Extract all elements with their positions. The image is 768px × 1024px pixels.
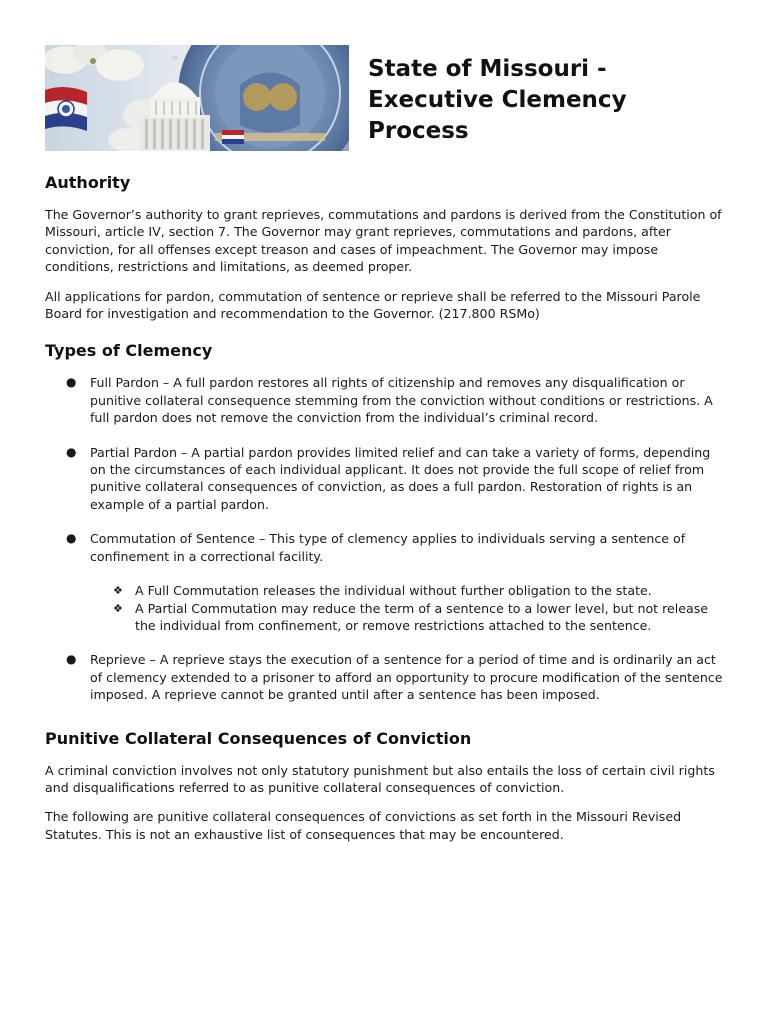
consequences-paragraph-2: The following are punitive collateral consequences of convictions as set forth in the Missouri Revised Statutes. This is not an exhaustive list of consequences that may be encountered.: [45, 809, 682, 842]
bullet-icon: ●: [66, 375, 77, 390]
consequences-paragraph-1: A criminal conviction involves not only statutory punishment but also entails the loss of certain civil rights and disqualifications referred to as punitive collateral consequences of conviction.: [45, 762, 715, 795]
list-item-text: Full Pardon – A full pardon restores all rights of citizenship and removes any disqualification or punitive collateral consequence stemming from the conviction without conditions or restrictions. A full pardon does not remove the conviction from the individual’s criminal record.: [90, 375, 713, 426]
capitol-seal-flag-collage: [45, 45, 349, 151]
header-collage-image: [45, 45, 349, 151]
section-heading-types: Types of Clemency: [45, 341, 213, 361]
document-body: [45, 172, 725, 855]
bullet-icon: ●: [66, 444, 77, 459]
section-heading-consequences: Punitive Collateral Consequences of Conviction: [45, 728, 472, 748]
title-line: Executive Clemency: [368, 87, 627, 113]
bullet-icon: ●: [66, 652, 77, 667]
diamond-bullet-icon: ❖: [113, 601, 123, 615]
sublist-item-partial-commutation: [90, 600, 725, 635]
list-item-reprieve: [45, 651, 725, 703]
bullet-icon: ●: [66, 531, 77, 546]
list-item-commutation: [45, 530, 725, 634]
missouri-flag: [45, 87, 87, 131]
clemency-types-list: [45, 374, 725, 703]
diamond-bullet-icon: ❖: [113, 584, 123, 598]
sublist-item-text: A Partial Commutation may reduce the term of a sentence to a lower level, but not release the individual from confinement, or remove restrictions attached to the sentence.: [135, 600, 709, 633]
sublist-item-full-commutation: [90, 582, 725, 599]
list-item-text: Partial Pardon – A partial pardon provides limited relief and can take a variety of forms, depending on the circumstances of each individual applicant. It does not provide the full scope of relief from punitive collateral consequences of conviction, as does a full pardon. Restoration of rights is an example of a partial pardon.: [90, 444, 711, 512]
title-line: Process: [368, 118, 469, 144]
authority-paragraph-2: All applications for pardon, commutation of sentence or reprieve shall be referred to the Missouri Parole Board for investigation and recommendation to the Governor. (217.800 RSMo): [45, 288, 701, 322]
list-item-full-pardon: [45, 374, 725, 426]
list-item-partial-pardon: [45, 444, 725, 514]
document-title: [368, 54, 728, 147]
authority-paragraph-1: The Governor’s authority to grant reprieves, commutations and pardons is derived from the Constitution of Missouri, article IV, section 7. The Governor may grant reprieves, commutations and pardons, after conviction, for all offenses except treason and cases of impeachment. The Governor may impose conditions, restrictions and limitations, as deemed proper.: [45, 207, 722, 275]
list-item-text: Commutation of Sentence – This type of clemency applies to individuals serving a sentence of confinement in a correctional facility.: [90, 531, 686, 564]
list-item-text: Reprieve – A reprieve stays the execution of a sentence for a period of time and is ordinarily an act of clemency extended to a prisoner to afford an opportunity to procure modification of the sentence imposed. A reprieve cannot be granted until after a sentence has been imposed.: [90, 652, 723, 703]
section-heading-authority: Authority: [45, 173, 131, 192]
title-line: State of Missouri -: [368, 56, 607, 82]
sublist-item-text: A Full Commutation releases the individual without further obligation to the state.: [135, 583, 652, 599]
commutation-sublist: [90, 582, 725, 634]
